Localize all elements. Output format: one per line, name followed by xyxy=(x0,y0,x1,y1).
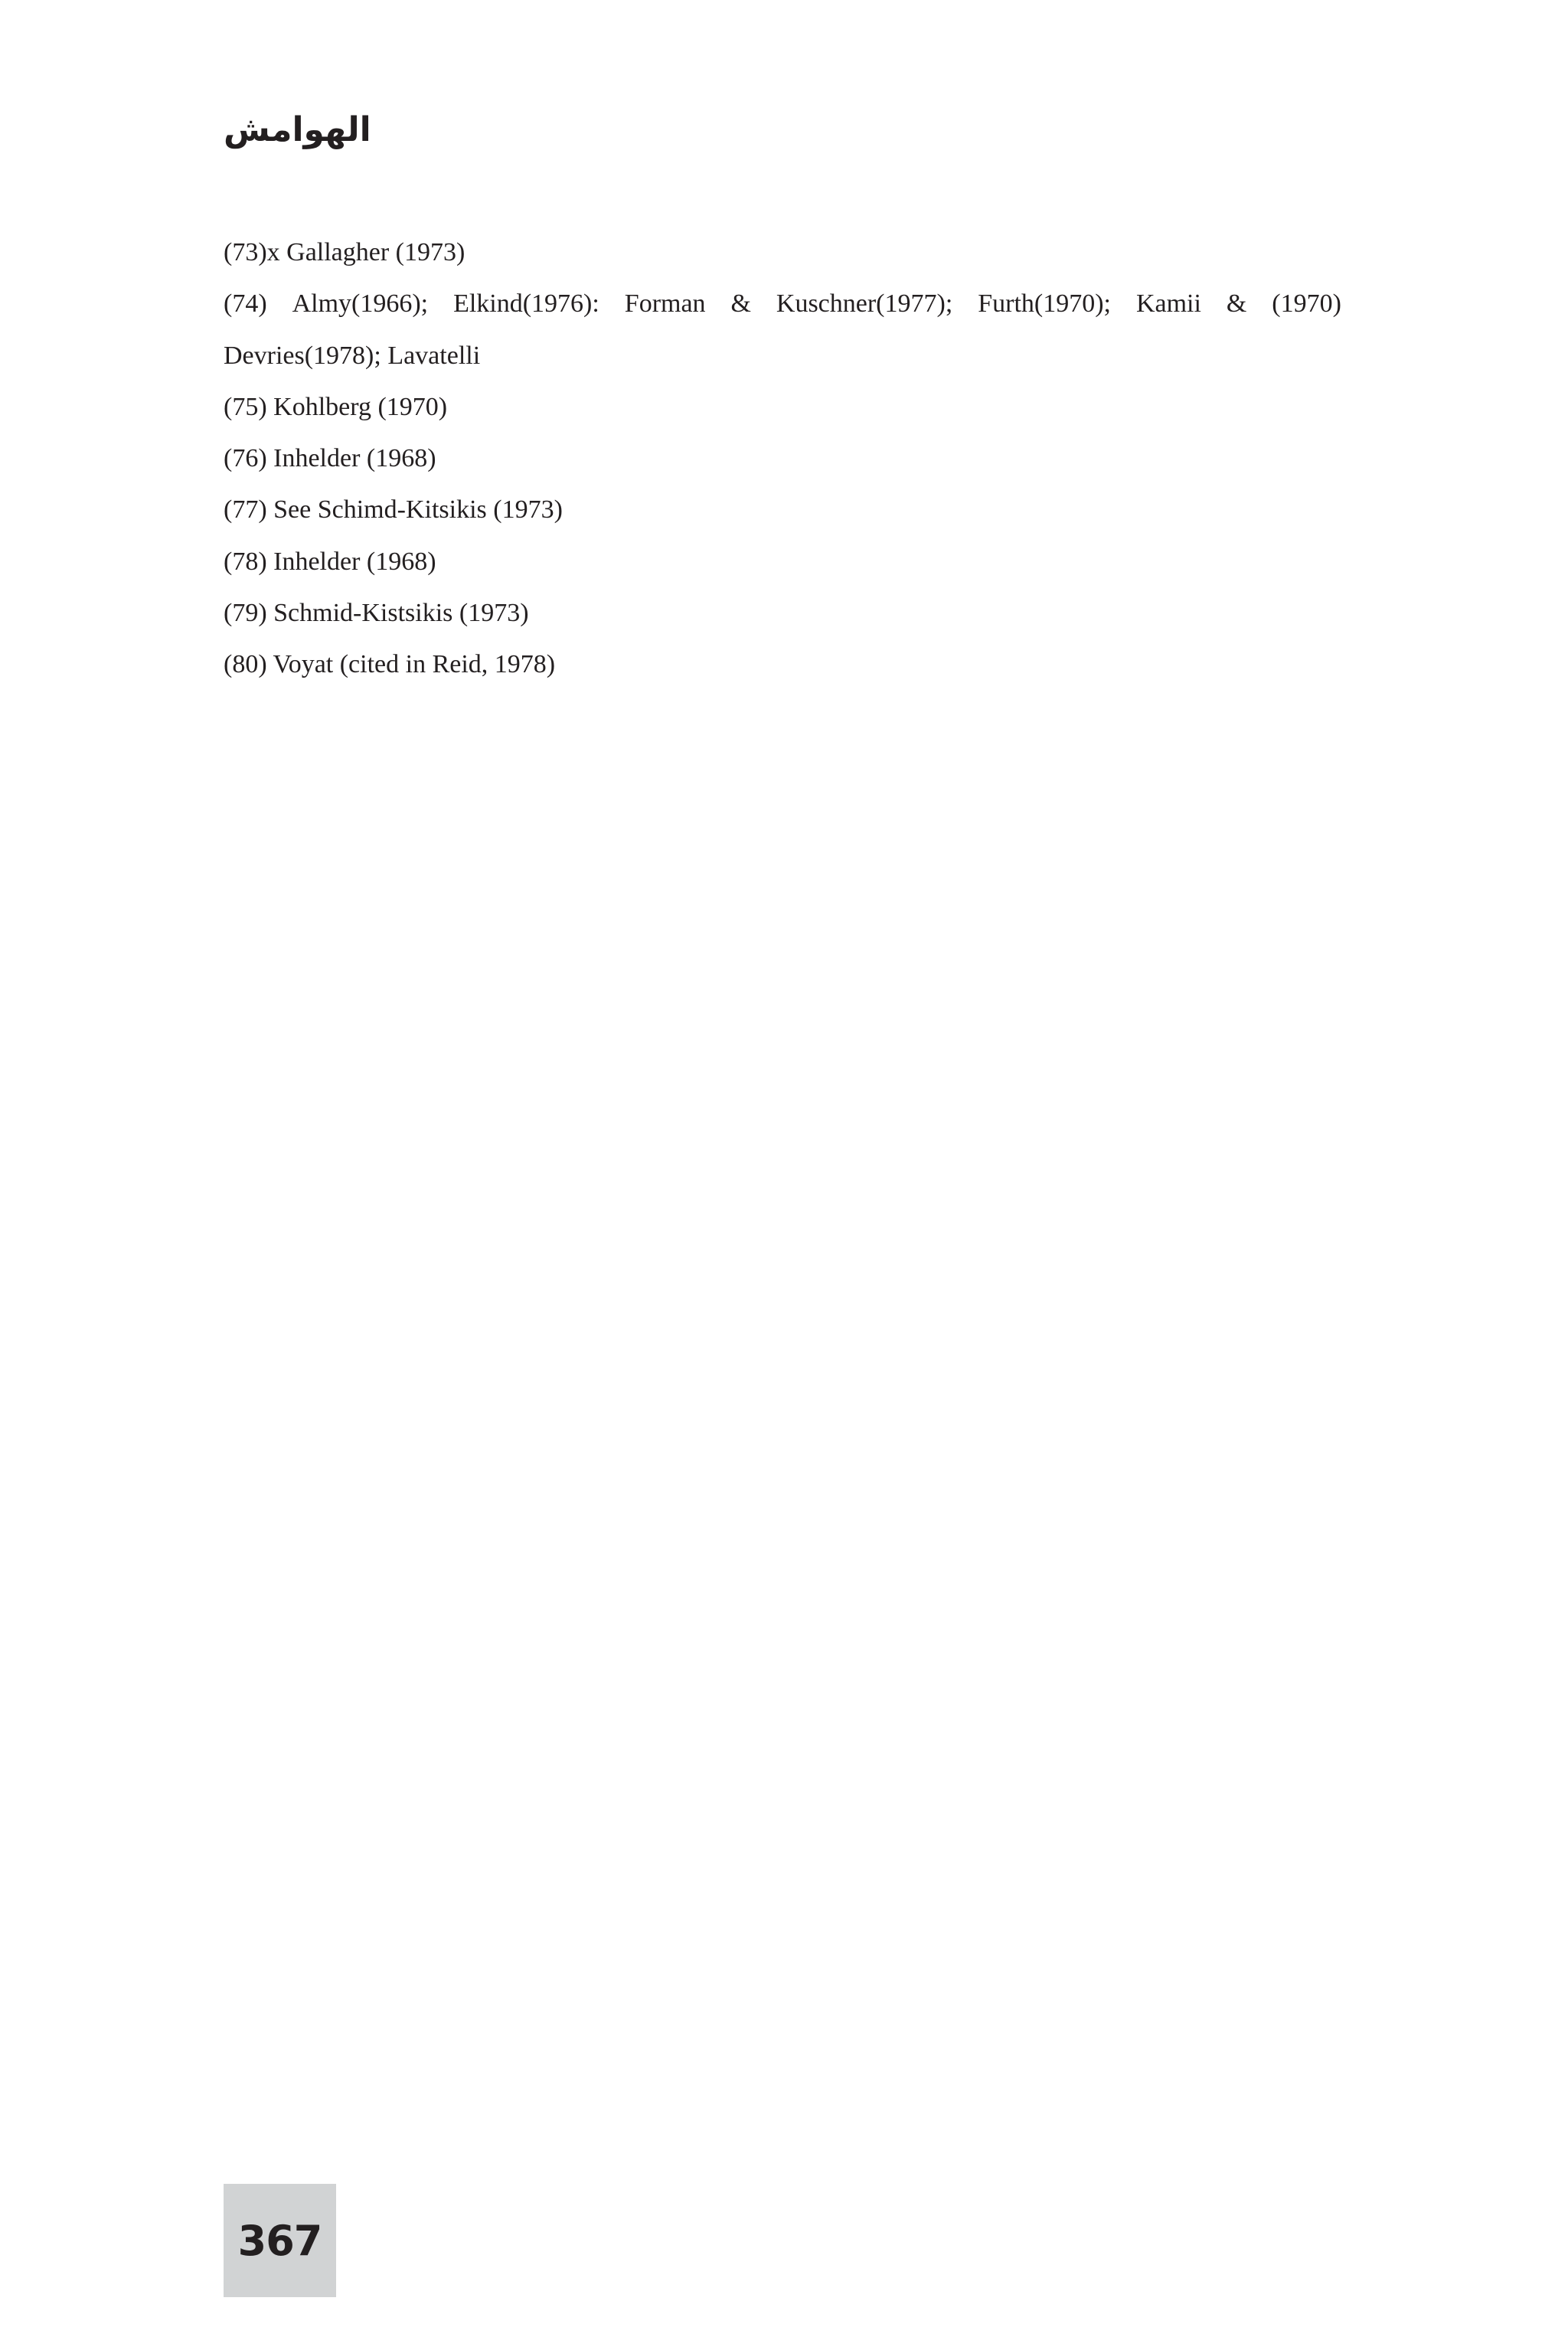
note-80: (80) Voyat (cited in Reid, 1978) xyxy=(224,650,556,679)
note-78: (78) Inhelder (1968) xyxy=(224,547,436,576)
note-74-word: Almy(1966); xyxy=(292,289,429,319)
note-77: (77) See Schimd-Kitsikis (1973) xyxy=(224,495,563,525)
note-76: (76) Inhelder (1968) xyxy=(224,444,436,473)
note-74-word: Furth(1970); xyxy=(978,289,1111,319)
notes-list xyxy=(224,227,1341,691)
page-number-box xyxy=(224,2184,336,2297)
page-heading: الهوامش xyxy=(224,110,371,149)
note-74-word: & xyxy=(730,289,751,319)
note-74-word: Elkind(1976): xyxy=(453,289,599,319)
note-74-word: Kamii xyxy=(1135,289,1201,319)
note-74-word: & xyxy=(1226,289,1247,319)
page-number: 367 xyxy=(237,2216,322,2265)
note-79: (79) Schmid-Kistsikis (1973) xyxy=(224,599,529,628)
note-74-word: (74) xyxy=(224,289,267,319)
note-75: (75) Kohlberg (1970) xyxy=(224,392,448,421)
note-74-word: Kuschner(1977); xyxy=(776,289,953,319)
note-74-word: Forman xyxy=(624,289,706,319)
note-74-word: (1970) xyxy=(1272,289,1341,319)
note-74 xyxy=(224,278,1341,329)
note-73: (73)x Gallagher (1973) xyxy=(224,238,466,266)
note-74-continuation: Devries(1978); Lavatelli xyxy=(224,341,481,370)
